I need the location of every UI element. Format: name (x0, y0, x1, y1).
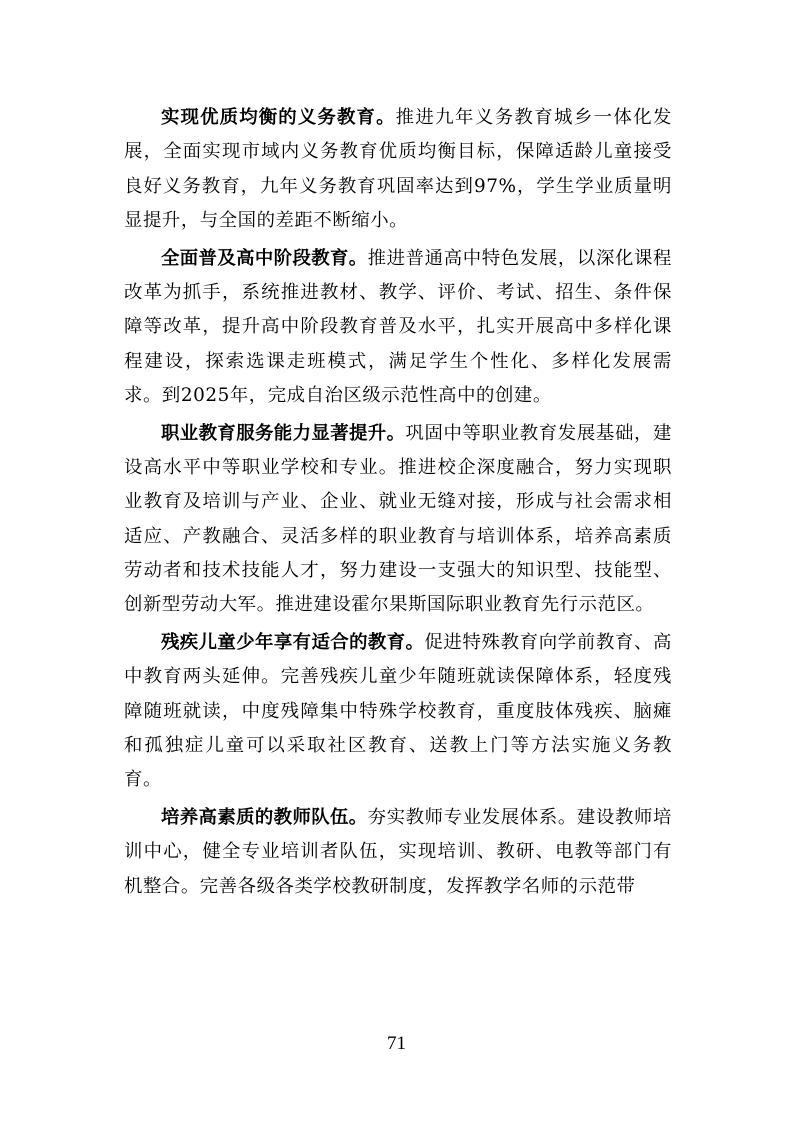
paragraph-text: 夯实教师专业发展体系。建设教师培训中心，健全专业培训者队伍，实现培训、教研、电教等部门有机整合。完善各级各类学校教研制度，发挥教学名师的示范带 (124, 806, 672, 897)
paragraph-text: 推进九年义务教育城乡一体化发展，全面实现市域内义务教育优质均衡目标，保障适龄儿童接受良好义务教育，九年义务教育巩固率达到97%，学生学业质量明显提升，与全国的差距不断缩小。 (124, 107, 672, 231)
paragraph-vocational-education (124, 417, 672, 623)
paragraph-heading: 职业教育服务能力显著提升。 (161, 422, 406, 444)
paragraph-high-school-education (124, 242, 672, 413)
paragraph-heading: 培养高素质的教师队伍。 (161, 806, 368, 828)
paragraph-compulsory-education (124, 101, 672, 238)
paragraph-text: 巩固中等职业教育发展基础，建设高水平中等职业学校和专业。推进校企深度融合，努力实现职业教育及培训与产业、企业、就业无缝对接，形成与社会需求相适应、产教融合、灵活多样的职业教育与培训体系，培养高素质劳动者和技术技能人才，努力建设一支强大的知识型、技能型、创新型劳动大军。推进建设霍尔果斯国际职业教育先行示范区。 (124, 422, 672, 616)
document-body (124, 101, 672, 907)
paragraph-text: 推进普通高中特色发展，以深化课程改革为抓手，系统推进教材、教学、评价、考试、招生、条件保障等改革，提升高中阶段教育普及水平，扎实开展高中多样化课程建设，探索选课走班模式，满足学生个性化、多样化发展需求。到2025年，完成自治区级示范性高中的创建。 (124, 247, 672, 406)
paragraph-heading: 全面普及高中阶段教育。 (161, 247, 368, 269)
paragraph-teacher-team (124, 801, 672, 904)
paragraph-heading: 残疾儿童少年享有适合的教育。 (161, 631, 425, 653)
paragraph-heading: 实现优质均衡的义务教育。 (161, 107, 396, 128)
paragraph-text: 促进特殊教育向学前教育、高中教育两头延伸。完善残疾儿童少年随班就读保障体系，轻度残障随班就读，中度残障集中特殊学校教育，重度肢体残疾、脑瘫和孤独症儿童可以采取社区教育、送教上门等方法实施义务教育。 (124, 631, 673, 791)
paragraph-special-education (124, 626, 672, 797)
page-number: 71 (387, 1033, 406, 1054)
